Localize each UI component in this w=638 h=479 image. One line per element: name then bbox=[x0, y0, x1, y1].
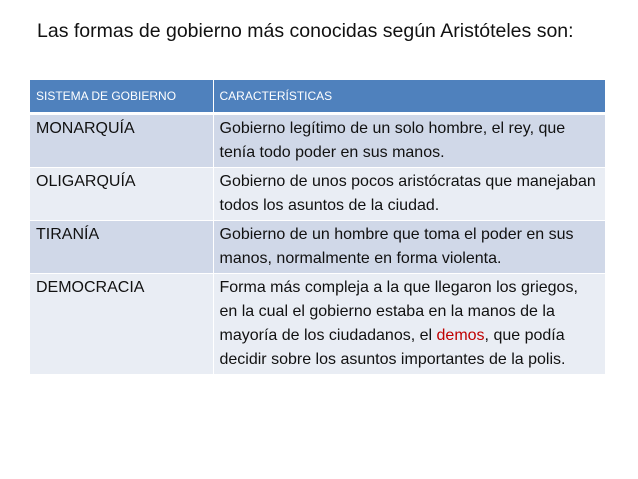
system-cell: MONARQUÍA bbox=[30, 114, 213, 168]
description-text-before: Forma más compleja a la que llegaron los griegos, en la cual el gobierno estaba en la manos de la mayoría de los ciudadanos, el bbox=[219, 279, 578, 344]
description-cell: Gobierno de unos pocos aristócratas que manejaban todos los asuntos de la ciudad. bbox=[213, 168, 605, 221]
description-text-after: , que podía decidir sobre los asuntos importantes de la polis. bbox=[219, 327, 566, 368]
description-cell: Gobierno legítimo de un solo hombre, el rey, que tenía todo poder en sus manos. bbox=[213, 114, 605, 168]
system-cell: DEMOCRACIA bbox=[30, 274, 213, 375]
system-cell: TIRANÍA bbox=[30, 221, 213, 274]
demos-highlight: demos bbox=[436, 327, 485, 344]
description-cell: Gobierno de un hombre que toma el poder en sus manos, normalmente en forma violenta. bbox=[213, 221, 605, 274]
table-row bbox=[30, 221, 605, 274]
header-characteristics: CARACTERÍSTICAS bbox=[213, 80, 605, 114]
slide-title: Las formas de gobierno más conocidas según Aristóteles son: bbox=[37, 20, 574, 42]
government-forms-table bbox=[30, 80, 605, 374]
description-cell bbox=[213, 274, 605, 375]
table-row bbox=[30, 168, 605, 221]
table-header-row bbox=[30, 80, 605, 114]
system-cell: OLIGARQUÍA bbox=[30, 168, 213, 221]
header-system: SISTEMA DE GOBIERNO bbox=[30, 80, 213, 114]
table-row bbox=[30, 274, 605, 375]
table-row bbox=[30, 114, 605, 168]
